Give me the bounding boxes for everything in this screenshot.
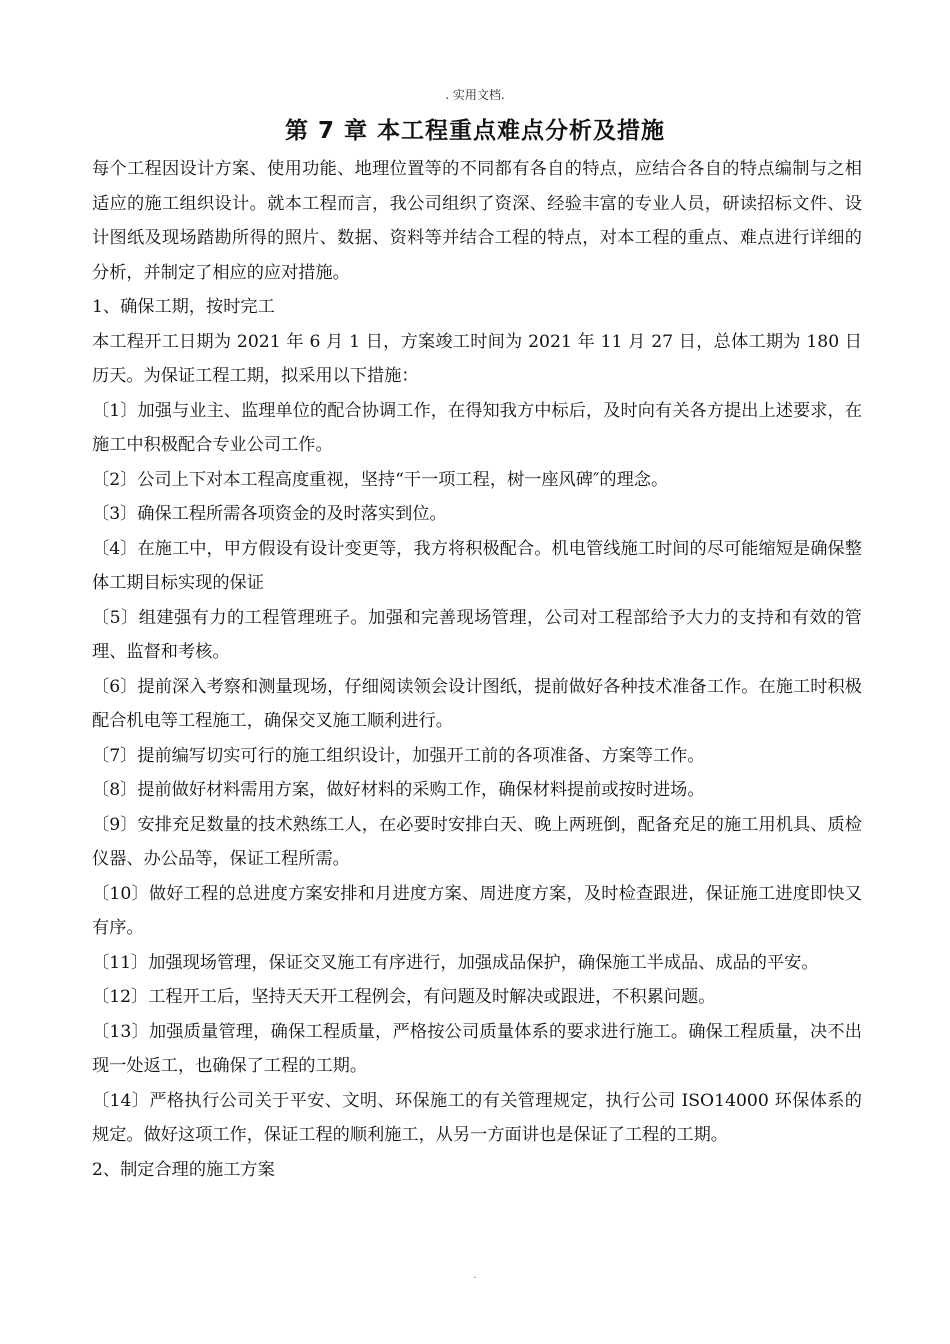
intro-paragraph: 每个工程因设计方案、使用功能、地理位置等的不同都有各自的特点，应结合各自的特点编制与之相适应的施工组织设计。就本工程而言，我公司组织了资深、经验丰富的专业人员，研读招标文件、设计图纸及现场踏勘所得的照片、数据、资料等并结合工程的特点，对本工程的重点、难点进行详细的分析，并制定了相应的应对措施。: [92, 159, 862, 283]
section-heading-1: 1、确保工期，按时完工: [92, 297, 275, 317]
measure-item-2: 〔2〕公司上下对本工程高度重视，坚持“干一项工程，树一座风碑″的理念。: [92, 469, 669, 490]
schedule-paragraph: 本工程开工日期为 2021 年 6 月 1 日，方案竣工时间为 2021 年 11 月 27 日，总体工期为 180 日历天。为保证工程工期，拟采用以下措施：: [92, 331, 862, 386]
footer-mark: .: [473, 1270, 477, 1281]
measure-item-13: 〔13〕加强质量管理，确保工程质量，严格按公司质量体系的要求进行施工。确保工程质量，决不出现一处返工，也确保了工程的工期。: [92, 1021, 862, 1076]
measure-item-3: 〔3〕确保工程所需各项资金的及时落实到位。: [92, 504, 447, 524]
measure-item-4: 〔4〕在施工中，甲方假设有设计变更等，我方将积极配合。机电管线施工时间的尽可能缩短是确保整体工期目标实现的保证: [92, 538, 862, 593]
measure-item-1: 〔1〕加强与业主、监理单位的配合协调工作，在得知我方中标后，及时向有关各方提出上述要求，在施工中积极配合专业公司工作。: [92, 400, 862, 455]
measure-item-14: 〔14〕严格执行公司关于平安、文明、环保施工的有关管理规定，执行公司 ISO14000 环保体系的规定。做好这项工作，保证工程的顺利施工，从另一方面讲也是保证了工程的工期。: [92, 1090, 862, 1145]
measure-item-7: 〔7〕提前编写切实可行的施工组织设计，加强开工前的各项准备、方案等工作。: [92, 745, 705, 766]
measure-item-10: 〔10〕做好工程的总进度方案安排和月进度方案、周进度方案，及时检查跟进，保证施工进度即快又有序。: [92, 883, 862, 938]
measure-item-11: 〔11〕加强现场管理，保证交叉施工有序进行，加强成品保护，确保施工半成品、成品的平安。: [92, 952, 819, 973]
measure-item-9: 〔9〕安排充足数量的技术熟练工人，在必要时安排白天、晚上两班倒，配备充足的施工用机具、质检仪器、办公品等，保证工程所需。: [92, 814, 862, 869]
measure-item-8: 〔8〕提前做好材料需用方案，做好材料的采购工作，确保材料提前或按时进场。: [92, 780, 705, 800]
header-note: . 实用文档.: [445, 88, 505, 102]
measure-item-12: 〔12〕工程开工后，坚持天天开工程例会，有问题及时解决或跟进，不积累问题。: [92, 987, 716, 1007]
section-heading-2: 2、制定合理的施工方案: [92, 1159, 275, 1180]
measure-item-6: 〔6〕提前深入考察和测量现场，仔细阅读领会设计图纸，提前做好各种技术准备工作。在施工时积极配合机电等工程施工，确保交叉施工顺利进行。: [92, 676, 862, 731]
measure-item-5: 〔5〕组建强有力的工程管理班子。加强和完善现场管理，公司对工程部给予大力的支持和有效的管理、监督和考核。: [92, 607, 862, 662]
document-body: [92, 152, 862, 1187]
chapter-title: 第 7 章 本工程重点难点分析及措施: [284, 118, 666, 144]
